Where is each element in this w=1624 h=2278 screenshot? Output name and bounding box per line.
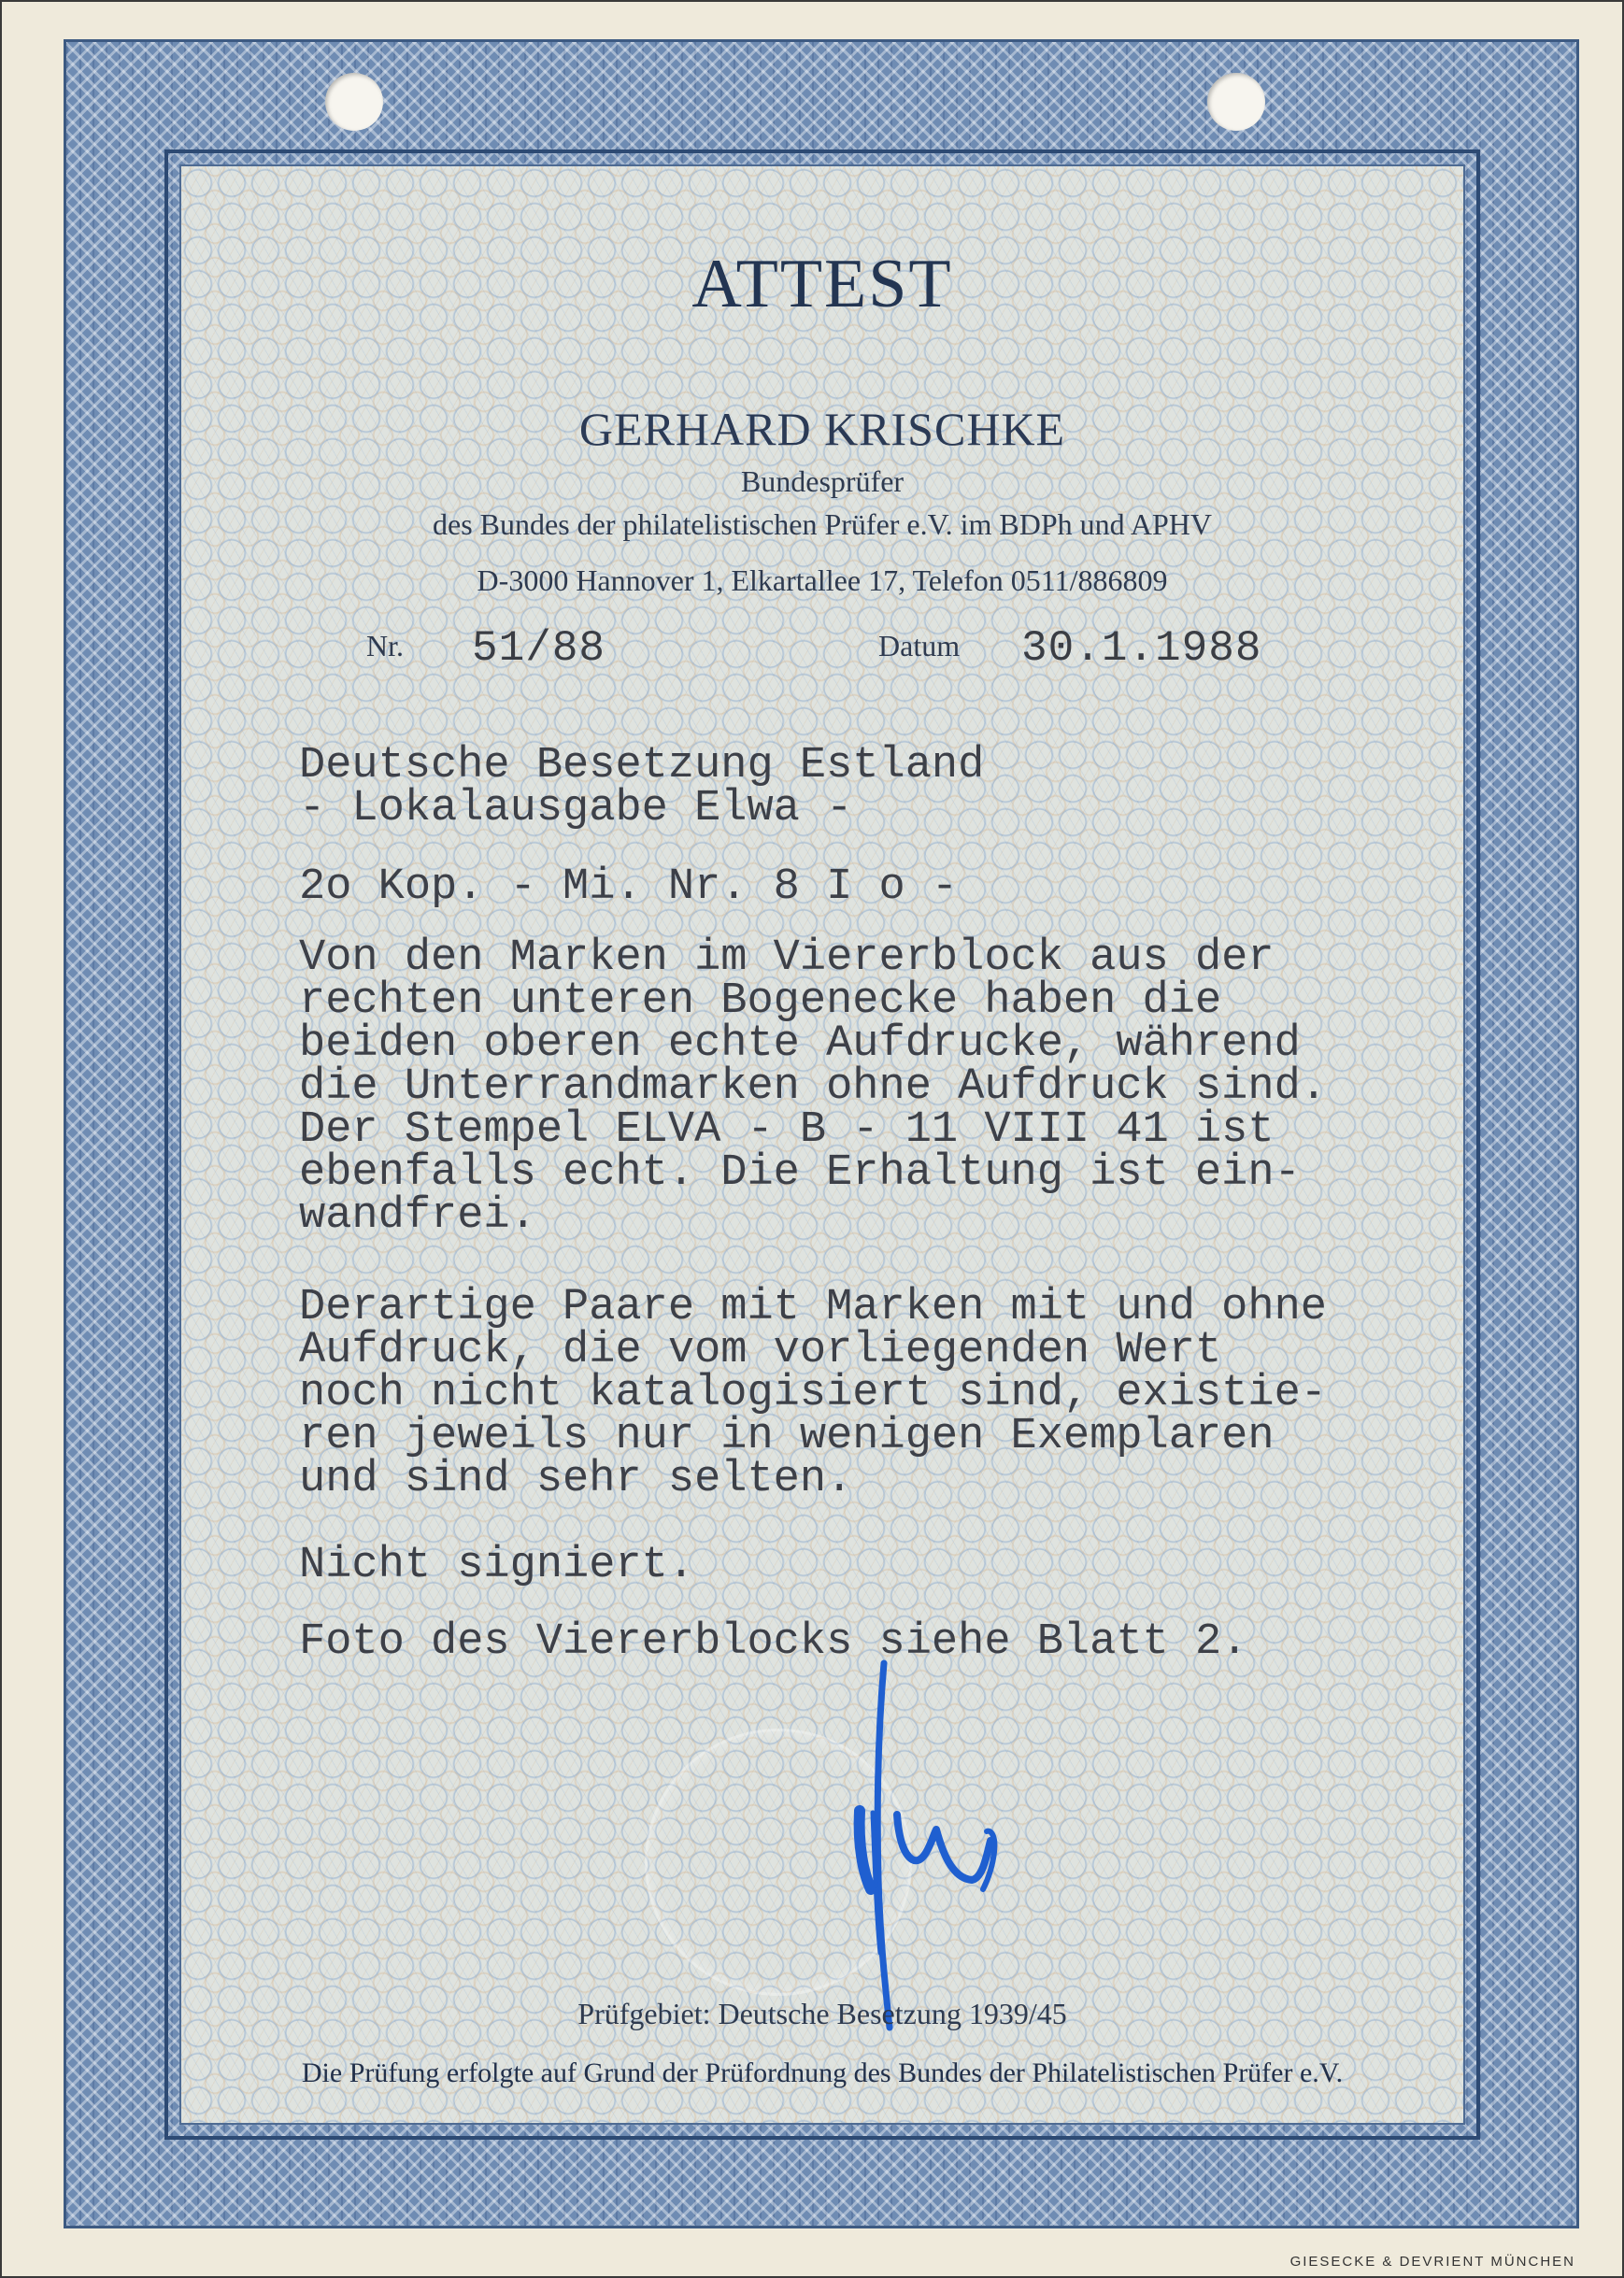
examination-rules: Die Prüfung erfolgte auf Grund der Prüfordnung des Bundes der Philatelistischen Prüfer e.V.: [301, 2057, 1344, 2088]
expert-description: Von den Marken im Viererblock aus der rechten unteren Bogenecke haben die beiden oberen echte Aufdrucke, während die Unterrandmarken ohne Aufdruck sind. Der Stempel ELVA - B - 11 VIII 41 ist ebenfalls echt. Die Erhaltung ist ein- wandfrei.: [299, 933, 1327, 1241]
punch-hole-left: [325, 73, 383, 131]
certificate-title: ATTEST: [691, 246, 953, 322]
stamp-subject: Deutsche Besetzung Estland - Lokalausgabe Elwa -: [299, 741, 985, 833]
photo-reference: Foto des Viererblocks siehe Blatt 2.: [299, 1617, 1248, 1667]
date-label: Datum: [878, 629, 961, 662]
examiner-name: GERHARD KRISCHKE: [578, 403, 1066, 455]
examination-area: Prüfgebiet: Deutsche Besetzung 1939/45: [577, 1997, 1067, 2030]
punch-hole-right: [1207, 73, 1265, 131]
examiner-role: Bundesprüfer: [740, 464, 905, 498]
rarity-note: Derartige Paare mit Marken mit und ohne Aufdruck, die vom vorliegenden Wert noch nicht katalogisiert sind, existie- ren jeweils nur in wenigen Exemplaren und sind sehr selten.: [299, 1283, 1327, 1504]
certificate-number: 51/88: [472, 624, 606, 673]
handwritten-signature: [822, 1644, 1065, 2037]
catalog-number: 2o Kop. - Mi. Nr. 8 I o -: [299, 862, 959, 912]
printer-imprint: GIESECKE & DEVRIENT MÜNCHEN: [1289, 2254, 1575, 2270]
certificate-date: 30.1.1988: [1021, 624, 1262, 673]
address-line: D-3000 Hannover 1, Elkartallee 17, Telefon 0511/886809: [477, 563, 1168, 597]
number-label: Nr.: [366, 629, 404, 662]
signature-status: Nicht signiert.: [299, 1541, 695, 1590]
association-line: des Bundes der philatelistischen Prüfer e.V. im BDPh und APHV: [432, 507, 1212, 541]
